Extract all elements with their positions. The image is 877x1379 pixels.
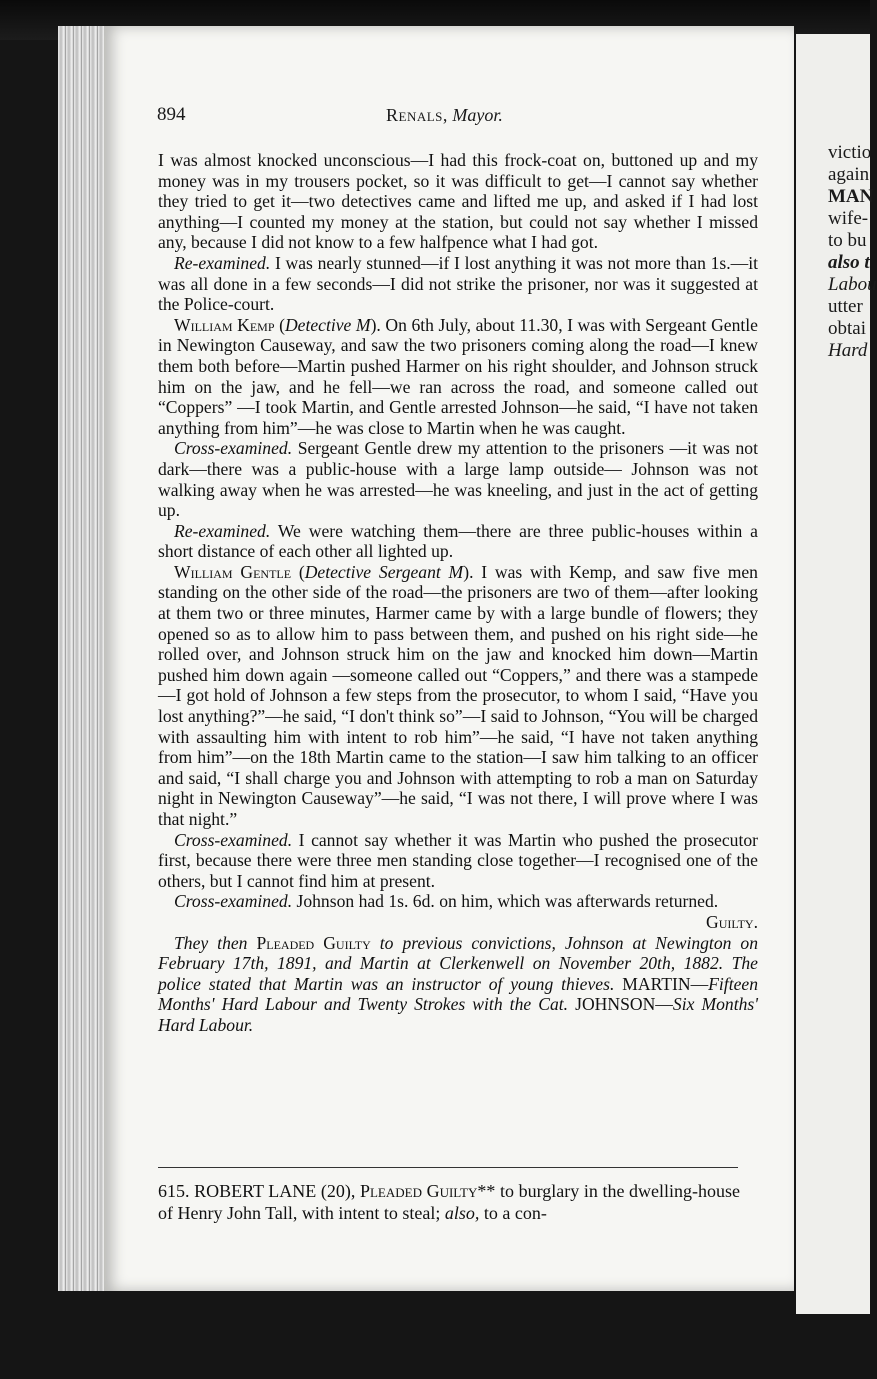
running-head-name: Renals, bbox=[386, 105, 448, 125]
running-head bbox=[386, 105, 503, 126]
facing-line: again bbox=[828, 164, 870, 185]
plea: Pleaded Guilty bbox=[256, 932, 371, 953]
book-binding bbox=[58, 26, 108, 1291]
paragraph bbox=[158, 830, 758, 892]
paragraph-text: Johnson had 1s. 6d. on him, which was afterwards returned. bbox=[292, 891, 719, 912]
case-also: also, bbox=[444, 1203, 480, 1223]
paragraph: William Kemp (Detective M). On 6th July, about 11.30, I was with Sergeant Gentle in Newington Causeway, and saw the two prisoners coming along the road—I knew them both before—Martin pushed Harmer on his right shoulder, and Johnson struck him on the jaw, and he fell—we ran across the road, and someone called out “Coppers” —I took Martin, and Gentle arrested Johnson—he said, “I have not taken anything from him”—he was close to Martin when he was caught. bbox=[158, 314, 758, 438]
sentence: Six Months' Hard Labour. bbox=[158, 994, 758, 1035]
case-text: to burglary in the dwelling-house of Henry John Tall, with intent to steal; bbox=[158, 1181, 741, 1223]
paragraph bbox=[158, 891, 758, 912]
paragraph-text: I was with Kemp, and saw five men standing on the other side of the road—the prisoners are two of them—after looking at them two or three minutes, Harmer came by with a large bundle of flowers; they opened so as to allow him to pass between them, and pushed on his right side—he rolled over, and Johnson struck him on the jaw and knocked him down—Martin pushed him down again —someone called out “Coppers,” and there was a stampede—I got hold of Johnson a few steps from the prosecutor, to whom I said, “Have you lost anything?”—he said, “I don't think so”—I said to Johnson, “You will be charged with assaulting him with intent to rob him”—he said, “I have not taken anything from him”—on the 18th Martin came to the station—I saw him talking to an officer and said, “I shall charge you and Johnson with attempting to rob a man on Saturday night in Newington Causeway”—he said, “I was not there, I will prove where I was that night.” bbox=[158, 561, 758, 829]
sentence-text: to previous convictions, Johnson at Newington on February 17th, 1891, and Martin at Clerkenwell on November 20th, 1882. bbox=[158, 932, 758, 974]
paragraph-text: Sergeant Gentle drew my attention to the prisoners —it was not dark—there was a public-house with a large lamp outside— Johnson was not walking away when he was arrested—he was kneeling, and just in the act of getting up. bbox=[158, 438, 758, 521]
witness-role: Detective M bbox=[284, 314, 371, 335]
sentence-text: They then bbox=[174, 932, 257, 953]
police-statement: The police stated that Martin was an instructor of young thieves. bbox=[158, 953, 758, 994]
case-615 bbox=[158, 1180, 740, 1224]
paragraph-text: On 6th July, about 11.30, I was with Sergeant Gentle in Newington Causeway, and saw the two prisoners coming along the road—I knew them both before—Martin pushed Harmer on his right shoulder, and Johnson struck him on the jaw, and he fell—we ran across the road, and someone called out “Coppers” —I took Martin, and Gentle arrested Johnson—he said, “I have not taken anything from him”—he was close to Martin when he was caught. bbox=[158, 314, 758, 438]
sentence: Fifteen Months' Hard Labour and Twenty Strokes with the Cat. bbox=[158, 973, 758, 1015]
page-number: 894 bbox=[157, 104, 186, 125]
paragraph-text: I was nearly stunned—if I lost anything it was not more than 1s.—it was all done in a few seconds—I did not strike the prisoner, nor was it suggested at the Police-court. bbox=[158, 252, 758, 315]
paragraph: I was almost knocked unconscious—I had this frock-coat on, buttoned up and my money was in my trousers pocket, so it was difficult to get—I cannot say whether they tried to get it—two detectives came and lifted me up, and asked if I had lost anything—I counted my money at the station, but could not say whether I missed any, because I did not know to a few halfpence what I had got. bbox=[158, 150, 758, 253]
examination-label: Re-examined. bbox=[174, 252, 271, 273]
prisoner-name: JOHNSON— bbox=[568, 994, 673, 1015]
case-heading: 615. ROBERT LANE (20), bbox=[158, 1181, 360, 1201]
sentence-paragraph bbox=[158, 933, 758, 1036]
witness-name: William Gentle bbox=[174, 561, 292, 582]
examination-label: Cross-examined. bbox=[174, 829, 293, 850]
plea: Pleaded Guilty** bbox=[359, 1181, 496, 1201]
facing-line: obtai bbox=[828, 318, 866, 339]
section-divider bbox=[158, 1167, 738, 1168]
facing-page-fragment bbox=[796, 34, 877, 1314]
facing-line: to bu bbox=[828, 230, 867, 251]
witness-name: William Kemp bbox=[174, 314, 275, 335]
witness-role: Detective Sergeant M bbox=[304, 561, 464, 582]
paragraph: William Gentle (Detective Sergeant M). I was with Kemp, and saw five men standing on the other side of the road—the prisoners are two of them—after looking at them two or three minutes, Harmer came by with a large bundle of flowers; they opened so as to allow him to pass between them, and pushed on his right side—he rolled over, and Johnson struck him on the jaw and knocked him down—Martin pushed him down again —someone called out “Coppers,” and there was a stampede—I got hold of Johnson a few steps from the prosecutor, to whom I said, “Have you lost anything?”—he said, “I don't think so”—I said to Johnson, “You will be charged with assaulting him with intent to rob him”—he said, “I have not taken anything from him”—on the 18th Martin came to the station—I saw him talking to an officer and said, “I shall charge you and Johnson with attempting to rob a man on Saturday night in Newington Causeway”—he said, “I was not there, I will prove where I was that night.” bbox=[158, 561, 758, 829]
paragraph bbox=[158, 253, 758, 315]
paragraph-text: I cannot say whether it was Martin who pushed the prosecutor first, because there were three men standing close together—I recognised one of the others, but I cannot find him at present. bbox=[158, 829, 758, 891]
facing-line: MAN bbox=[828, 186, 874, 207]
paragraph bbox=[158, 521, 758, 562]
verdict: Guilty. bbox=[706, 911, 758, 932]
examination-label: Re-examined. bbox=[174, 520, 271, 541]
body-text bbox=[158, 150, 758, 1036]
facing-line: utter bbox=[828, 296, 863, 317]
paragraph bbox=[158, 438, 758, 520]
facing-line: Hard bbox=[828, 340, 868, 361]
examination-label: Cross-examined. bbox=[174, 891, 293, 912]
paragraph-text: We were watching them—there are three public-houses within a short distance of each other all lighted up. bbox=[158, 520, 758, 562]
facing-line: victio bbox=[828, 142, 872, 163]
examination-label: Cross-examined. bbox=[174, 438, 293, 459]
facing-line: Labou bbox=[828, 274, 877, 295]
running-head-role: Mayor. bbox=[452, 105, 503, 125]
facing-line: also t bbox=[828, 252, 870, 273]
case-text: to a con- bbox=[479, 1203, 547, 1223]
prisoner-name: MARTIN— bbox=[614, 973, 709, 994]
facing-line: wife- bbox=[828, 208, 869, 229]
